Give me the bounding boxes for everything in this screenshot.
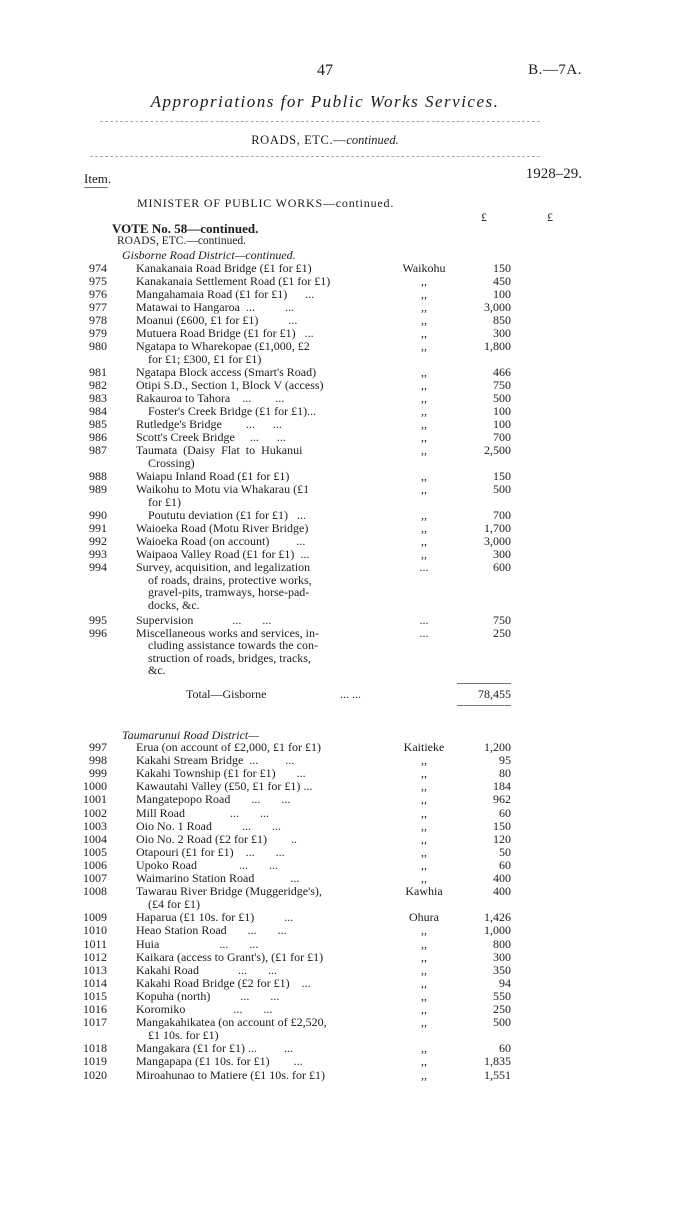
item-number: 1011 bbox=[83, 936, 107, 951]
item-amount: 50 bbox=[499, 844, 511, 859]
county-name: ,, bbox=[421, 871, 427, 885]
item-description: Waioeka Road (on account) ... bbox=[136, 534, 306, 549]
county-name: Ohura bbox=[409, 910, 439, 925]
county-name: ,, bbox=[421, 339, 427, 354]
item-amount: 3,000 bbox=[484, 534, 511, 549]
item-number: 1016 bbox=[83, 1002, 107, 1016]
county-name: ,, bbox=[421, 792, 427, 807]
item-description: Huia ... ... bbox=[136, 936, 259, 951]
item-number: 1001 bbox=[83, 792, 107, 807]
county-name: ,, bbox=[421, 962, 427, 977]
item-number: 1002 bbox=[83, 805, 107, 820]
item-number: 984 bbox=[89, 404, 107, 419]
table-row bbox=[0, 561, 700, 613]
county-name: ,, bbox=[421, 857, 427, 872]
item-amount: 2,500 bbox=[484, 443, 511, 458]
item-number: 983 bbox=[89, 391, 107, 406]
item-number: 997 bbox=[89, 740, 107, 754]
table-row bbox=[0, 807, 700, 820]
item-description: Miroahunao to Matiere (£1 10s. for £1) bbox=[136, 1067, 325, 1082]
item-amount: 60 bbox=[499, 805, 511, 820]
item-description: Mutuera Road Bridge (£1 for £1) ... bbox=[136, 326, 314, 341]
item-number: 1007 bbox=[83, 871, 107, 885]
county-name: ,, bbox=[421, 300, 427, 315]
item-description: Koromiko ... ... bbox=[136, 1002, 273, 1016]
item-description: Kanakanaia Road Bridge (£1 for £1) bbox=[136, 261, 312, 275]
county-name: ,, bbox=[421, 949, 427, 964]
item-description: Miscellaneous works and services, in- cluding assistance towards the con- struction of roads, bridges, tracks, &c. bbox=[136, 625, 319, 678]
item-description: Otipi S.D., Section 1, Block V (access) bbox=[136, 378, 324, 393]
item-description: Survey, acquisition, and legalization of roads, drains, protective works, gravel-pits, tramways, horse-pad- docks, &c. bbox=[136, 560, 312, 612]
item-description: Erua (on account of £2,000, £1 for £1) bbox=[136, 740, 321, 754]
item-description: Kakahi Road Bridge (£2 for £1) ... bbox=[136, 975, 311, 990]
document-reference: B.—7A. bbox=[528, 62, 582, 78]
county-name: Kawhia bbox=[405, 884, 443, 899]
item-amount: 300 bbox=[493, 547, 511, 562]
item-number: 980 bbox=[89, 339, 107, 354]
item-number: 988 bbox=[89, 469, 107, 484]
county-name: ,, bbox=[421, 753, 427, 768]
county-name: ,, bbox=[421, 1041, 427, 1056]
item-amount: 150 bbox=[493, 818, 511, 833]
county-name: ,, bbox=[421, 818, 427, 833]
county-name: ,, bbox=[421, 404, 427, 419]
item-amount: 400 bbox=[493, 884, 511, 899]
item-description: Heao Station Road ... ... bbox=[136, 923, 287, 938]
item-description: Waikohu to Motu via Whakarau (£1 for £1) bbox=[136, 482, 310, 509]
item-number: 991 bbox=[89, 521, 107, 536]
item-number: 993 bbox=[89, 547, 107, 562]
county-name: ,, bbox=[421, 326, 427, 341]
page-title: Appropriations for Public Works Services. bbox=[150, 92, 500, 111]
item-amount: 150 bbox=[493, 261, 511, 275]
item-number: 994 bbox=[89, 560, 107, 575]
item-description: Mangatepopo Road ... ... bbox=[136, 792, 291, 807]
item-amount: 250 bbox=[493, 625, 511, 640]
gisborne-total-dots: ... ... bbox=[340, 687, 361, 701]
county-name: ,, bbox=[421, 274, 427, 289]
item-amount: 100 bbox=[493, 287, 511, 302]
item-amount: 60 bbox=[499, 1041, 511, 1056]
item-amount: 450 bbox=[493, 274, 511, 289]
table-row bbox=[0, 846, 700, 859]
taumarunui-district-heading: Taumarunui Road District— bbox=[122, 728, 259, 742]
table-row bbox=[0, 1016, 700, 1042]
item-description: Mill Road ... ... bbox=[136, 805, 270, 820]
item-number: 987 bbox=[89, 443, 107, 458]
item-description: Mangahamaia Road (£1 for £1) ... bbox=[136, 287, 315, 302]
item-amount: 1,200 bbox=[484, 740, 511, 754]
item-description: Matawai to Hangaroa ... ... bbox=[136, 300, 294, 315]
table-row bbox=[0, 820, 700, 833]
item-description: Waipaoa Valley Road (£1 for £1) ... bbox=[136, 547, 310, 562]
county-name: ,, bbox=[421, 417, 427, 432]
table-row bbox=[0, 614, 700, 627]
item-number: 992 bbox=[89, 534, 107, 549]
item-number: 990 bbox=[89, 508, 107, 523]
item-description: Oio No. 1 Road ... ... bbox=[136, 818, 281, 833]
county-name: ,, bbox=[421, 805, 427, 820]
county-name: ,, bbox=[421, 923, 427, 938]
county-name: ,, bbox=[421, 378, 427, 393]
item-amount: 850 bbox=[493, 313, 511, 328]
item-amount: 120 bbox=[493, 831, 511, 846]
item-amount: 750 bbox=[493, 378, 511, 393]
item-description: Rakauroa to Tahora ... ... bbox=[136, 391, 285, 406]
item-amount: 150 bbox=[493, 469, 511, 484]
county-name: ,, bbox=[421, 365, 427, 380]
item-description: Kaikara (access to Grant's), (£1 for £1) bbox=[136, 949, 324, 964]
item-description: Mangakara (£1 for £1) ... ... bbox=[136, 1041, 293, 1056]
item-description: Waioeka Road (Motu River Bridge) bbox=[136, 521, 309, 536]
item-amount: 250 bbox=[493, 1002, 511, 1016]
gisborne-total-amount: 78,455 bbox=[478, 687, 511, 701]
item-amount: 1,551 bbox=[484, 1067, 511, 1082]
item-number: 1013 bbox=[83, 962, 107, 977]
item-amount: 300 bbox=[493, 326, 511, 341]
item-amount: 100 bbox=[493, 404, 511, 419]
item-description: Kakahi Road ... ... bbox=[136, 962, 277, 977]
item-number: 974 bbox=[89, 261, 107, 275]
item-description: Kanakanaia Settlement Road (£1 for £1) bbox=[136, 274, 331, 289]
item-number: 975 bbox=[89, 274, 107, 289]
item-description: Poututu deviation (£1 for £1) ... bbox=[136, 508, 306, 523]
item-description: Kopuha (north) ... ... bbox=[136, 988, 280, 1003]
item-description: Mangakahikatea (on account of £2,520, £1 10s. for £1) bbox=[136, 1015, 327, 1042]
county-name: ,, bbox=[421, 1067, 427, 1082]
item-amount: 962 bbox=[493, 792, 511, 807]
item-description: Tawarau River Bridge (Muggeridge's), (£4 for £1) bbox=[136, 884, 322, 911]
pound-symbol-left: £ bbox=[481, 210, 487, 224]
item-amount: 750 bbox=[493, 612, 511, 627]
item-amount: 466 bbox=[493, 365, 511, 380]
item-amount: 700 bbox=[493, 508, 511, 523]
table-row bbox=[0, 951, 700, 964]
county-name: ,, bbox=[421, 482, 427, 497]
county-name: ,, bbox=[421, 443, 427, 458]
county-name: ,, bbox=[421, 936, 427, 951]
roads-heading: ROADS, ETC.—continued. bbox=[117, 235, 247, 247]
item-number: 981 bbox=[89, 365, 107, 380]
item-amount: 1,000 bbox=[484, 923, 511, 938]
minister-heading: MINISTER OF PUBLIC WORKS—continued. bbox=[137, 196, 395, 210]
item-amount: 60 bbox=[499, 857, 511, 872]
item-number: 1008 bbox=[83, 884, 107, 899]
item-description: Mangapapa (£1 10s. for £1) ... bbox=[136, 1054, 303, 1069]
county-name: ,, bbox=[421, 469, 427, 484]
item-number: 1003 bbox=[83, 818, 107, 833]
pound-symbol-right: £ bbox=[547, 210, 553, 224]
item-description: Waimarino Station Road ... bbox=[136, 871, 300, 885]
item-number: 986 bbox=[89, 430, 107, 445]
item-amount: 550 bbox=[493, 988, 511, 1003]
item-number: 1018 bbox=[83, 1041, 107, 1056]
item-description: Ngatapa Block access (Smart's Road) bbox=[136, 365, 317, 380]
item-description: Taumata (Daisy Flat to Hukanui Crossing) bbox=[136, 443, 303, 470]
table-row bbox=[0, 924, 700, 937]
item-number: 996 bbox=[89, 625, 107, 640]
item-description: Supervision ... ... bbox=[136, 612, 272, 627]
item-description: Kakahi Stream Bridge ... ... bbox=[136, 753, 295, 768]
item-description: Scott's Creek Bridge ... ... bbox=[136, 430, 286, 445]
table-row bbox=[0, 977, 700, 990]
county-name: Kaitieke bbox=[403, 740, 445, 754]
item-amount: 95 bbox=[499, 753, 511, 768]
item-number: 976 bbox=[89, 287, 107, 302]
subtitle-continued: continued. bbox=[346, 133, 399, 147]
item-amount: 184 bbox=[493, 779, 511, 794]
item-description: Moanui (£600, £1 for £1) ... bbox=[136, 313, 298, 328]
item-description: Otapouri (£1 for £1) ... ... bbox=[136, 844, 285, 859]
county-name: ,, bbox=[421, 508, 427, 523]
county-name: ... bbox=[419, 560, 429, 575]
item-description: Waiapu Inland Road (£1 for £1) bbox=[136, 469, 290, 484]
county-name: ,, bbox=[421, 779, 427, 794]
item-number: 985 bbox=[89, 417, 107, 432]
item-amount: 80 bbox=[499, 766, 511, 781]
item-number: 1012 bbox=[83, 949, 107, 964]
table-row bbox=[0, 964, 700, 977]
item-number: 1015 bbox=[83, 988, 107, 1003]
table-row bbox=[0, 833, 700, 846]
table-row bbox=[0, 938, 700, 951]
subtitle-main: ROADS, ETC.— bbox=[251, 133, 347, 147]
item-number: 978 bbox=[89, 313, 107, 328]
item-number: 979 bbox=[89, 326, 107, 341]
page-subtitle bbox=[0, 133, 650, 148]
county-name: ,, bbox=[421, 313, 427, 328]
item-amount: 350 bbox=[493, 962, 511, 977]
item-number: 977 bbox=[89, 300, 107, 315]
item-amount: 500 bbox=[493, 1015, 511, 1030]
table-row bbox=[0, 1055, 700, 1068]
item-amount: 3,000 bbox=[484, 300, 511, 315]
county-name: ... bbox=[419, 625, 429, 640]
table-row bbox=[0, 444, 700, 470]
gisborne-district-heading: Gisborne Road District—continued. bbox=[122, 248, 296, 262]
year-column-header: 1928–29. bbox=[525, 166, 582, 182]
table-row bbox=[0, 627, 700, 679]
item-amount: 100 bbox=[493, 417, 511, 432]
item-description: Kawautahi Valley (£50, £1 for £1) ... bbox=[136, 779, 313, 794]
item-amount: 1,700 bbox=[484, 521, 511, 536]
item-description: Foster's Creek Bridge (£1 for £1)... bbox=[136, 404, 317, 419]
item-number: 1004 bbox=[83, 831, 107, 846]
item-number: 1010 bbox=[83, 923, 107, 938]
item-amount: 94 bbox=[499, 975, 511, 990]
county-name: ,, bbox=[421, 430, 427, 445]
item-amount: 1,835 bbox=[484, 1054, 511, 1069]
item-amount: 500 bbox=[493, 391, 511, 406]
item-amount: 1,800 bbox=[484, 339, 511, 354]
item-amount: 300 bbox=[493, 949, 511, 964]
item-description: Oio No. 2 Road (£2 for £1) .. bbox=[136, 831, 297, 846]
county-name: ,, bbox=[421, 1002, 427, 1016]
item-number: 1006 bbox=[83, 857, 107, 872]
item-number: 1014 bbox=[83, 975, 107, 990]
table-row bbox=[0, 885, 700, 911]
item-amount: 600 bbox=[493, 560, 511, 575]
item-number: 1009 bbox=[83, 910, 107, 925]
county-name: ,, bbox=[421, 975, 427, 990]
item-amount: 500 bbox=[493, 482, 511, 497]
item-number: 999 bbox=[89, 766, 107, 781]
item-number: 1000 bbox=[83, 779, 107, 794]
item-number: 982 bbox=[89, 378, 107, 393]
county-name: ,, bbox=[421, 1054, 427, 1069]
item-number: 1019 bbox=[83, 1054, 107, 1069]
item-number: 998 bbox=[89, 753, 107, 768]
county-name: ,, bbox=[421, 534, 427, 549]
county-name: ,, bbox=[421, 1015, 427, 1030]
table-row bbox=[0, 793, 700, 806]
county-name: ,, bbox=[421, 844, 427, 859]
item-description: Kakahi Township (£1 for £1) ... bbox=[136, 766, 306, 781]
item-amount: 800 bbox=[493, 936, 511, 951]
gisborne-total-label: Total—Gisborne bbox=[186, 687, 267, 701]
table-row bbox=[0, 483, 700, 509]
county-name: ,, bbox=[421, 287, 427, 302]
county-name: ,, bbox=[421, 988, 427, 1003]
item-amount: 700 bbox=[493, 430, 511, 445]
county-name: ,, bbox=[421, 766, 427, 781]
item-description: Upoko Road ... ... bbox=[136, 857, 278, 872]
page-number: 47 bbox=[317, 62, 333, 79]
item-description: Haparua (£1 10s. for £1) ... bbox=[136, 910, 294, 925]
county-name: ,, bbox=[421, 391, 427, 406]
item-column-header: Item. bbox=[84, 171, 112, 186]
item-amount: 400 bbox=[493, 871, 511, 885]
county-name: ... bbox=[419, 612, 429, 627]
item-number: 1017 bbox=[83, 1015, 107, 1030]
county-name: Waikohu bbox=[402, 261, 446, 275]
county-name: ,, bbox=[421, 831, 427, 846]
item-description: Ngatapa to Wharekopae (£1,000, £2 for £1; £300, £1 for £1) bbox=[136, 339, 310, 366]
item-number: 995 bbox=[89, 612, 107, 627]
item-number: 989 bbox=[89, 482, 107, 497]
item-description: Rutledge's Bridge ... ... bbox=[136, 417, 282, 432]
item-amount: 1,426 bbox=[484, 910, 511, 925]
table-row bbox=[0, 1069, 700, 1082]
county-name: ,, bbox=[421, 547, 427, 562]
vote-heading: VOTE No. 58—continued. bbox=[112, 221, 259, 236]
county-name: ,, bbox=[421, 521, 427, 536]
item-number: 1005 bbox=[83, 844, 107, 859]
item-number: 1020 bbox=[83, 1067, 107, 1082]
table-row bbox=[0, 340, 700, 366]
